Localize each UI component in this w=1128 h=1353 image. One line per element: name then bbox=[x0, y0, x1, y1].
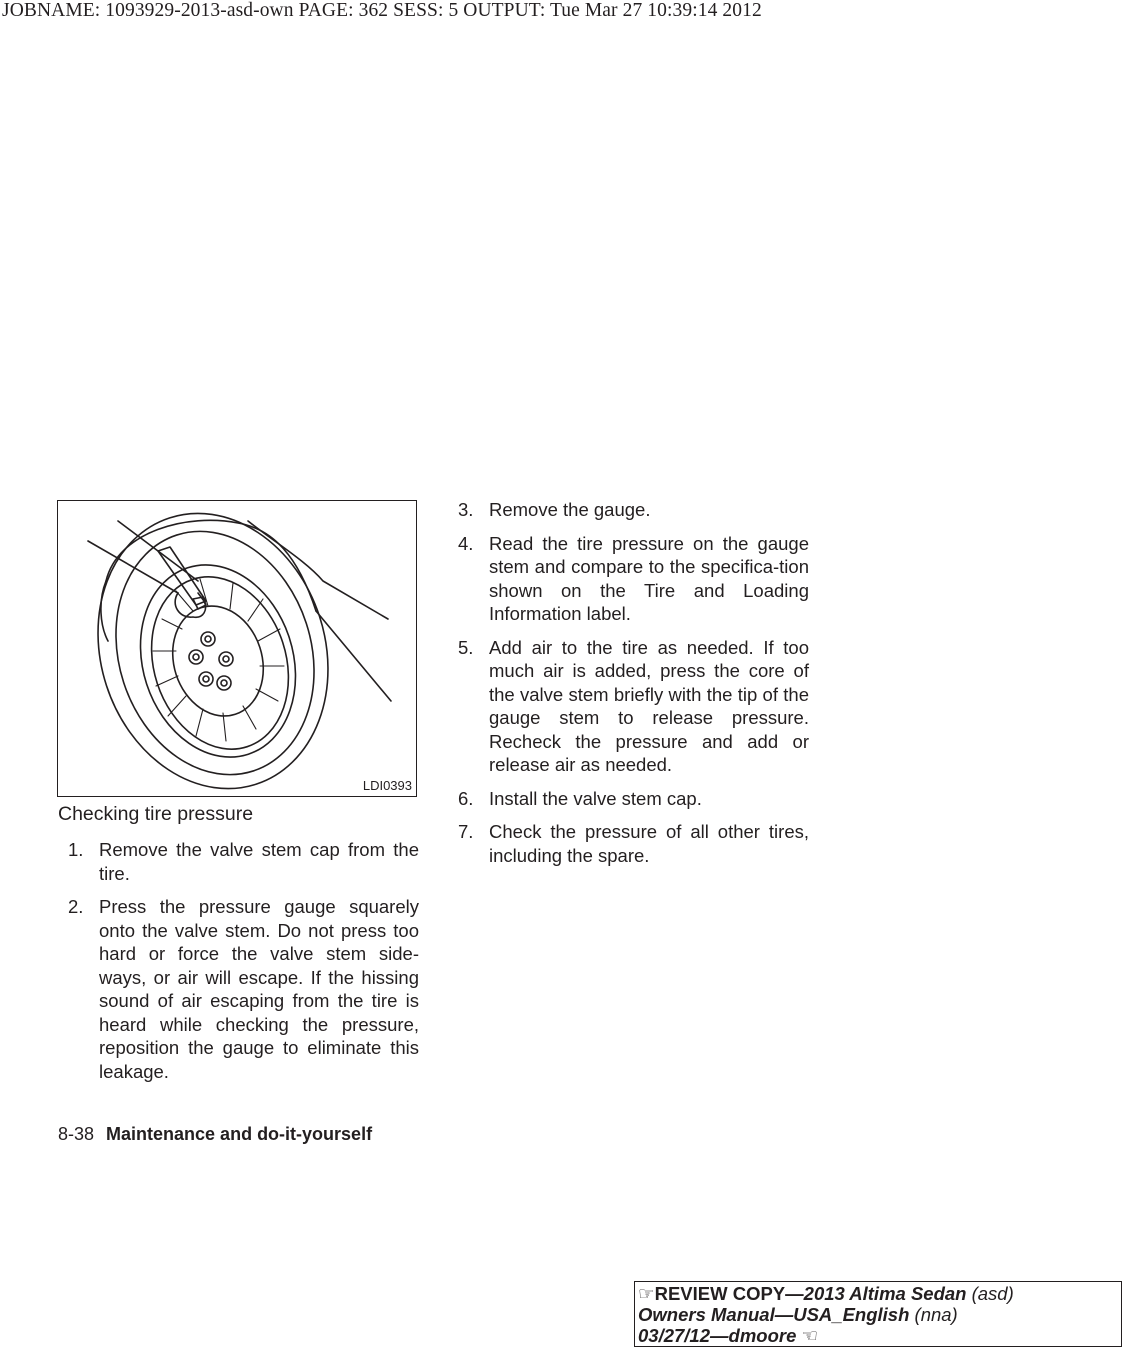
review-copy-box bbox=[634, 1281, 1122, 1347]
writing-hand-icon: ☜ bbox=[801, 1325, 819, 1346]
step-number: 6. bbox=[458, 787, 474, 809]
tire-gauge-figure bbox=[57, 500, 417, 797]
lug-nut bbox=[219, 652, 233, 666]
steps-left-column bbox=[68, 838, 419, 1093]
steps-right-column bbox=[458, 498, 809, 877]
vehicle-model: 2013 Altima Sedan bbox=[803, 1283, 967, 1304]
list-item bbox=[68, 838, 419, 885]
review-line-1 bbox=[638, 1283, 1118, 1304]
step-number: 5. bbox=[458, 636, 474, 658]
figure-code: LDI0393 bbox=[362, 778, 412, 793]
step-text: Read the tire pressure on the gauge stem and compare to the specifica-tion shown on the Tire and Loading Information label. bbox=[489, 532, 809, 624]
lug-nut bbox=[201, 632, 215, 646]
step-text: Check the pressure of all other tires, including the spare. bbox=[489, 821, 809, 866]
footer-section-name: Maintenance and do-it-yourself bbox=[106, 1124, 373, 1144]
list-item bbox=[458, 820, 809, 867]
job-header: JOBNAME: 1093929-2013-asd-own PAGE: 362 SESS: 5 OUTPUT: Tue Mar 27 10:39:14 2012 bbox=[2, 0, 762, 21]
step-text: Add air to the tire as needed. If too much air is added, press the core of the valve stem briefly with the tip of the gauge stem to release pressure. Recheck the pressure and add or release air as needed. bbox=[489, 636, 809, 775]
tire-pressure-gauge-illustration bbox=[58, 501, 416, 796]
list-item bbox=[458, 787, 809, 811]
lug-nut bbox=[217, 676, 231, 690]
step-text: Press the pressure gauge squarely onto the valve stem. Do not press too hard or force the valve stem side-ways, or air will escape. If the hissing sound of air escaping from the tire is heard while checking the pressure, reposition the gauge to eliminate this leakage. bbox=[99, 896, 419, 1082]
tire-outer bbox=[63, 501, 363, 796]
step-text: Remove the gauge. bbox=[489, 499, 651, 520]
review-line-3 bbox=[638, 1325, 1118, 1346]
step-number: 7. bbox=[458, 821, 474, 842]
step-number: 1. bbox=[68, 839, 84, 860]
manual-code: (nna) bbox=[909, 1304, 958, 1325]
hub-cap bbox=[159, 594, 277, 728]
manual-name: Owners Manual—USA_English bbox=[638, 1304, 910, 1325]
list-item bbox=[68, 895, 419, 1083]
vehicle-code: (asd) bbox=[966, 1283, 1014, 1304]
step-number: 2. bbox=[68, 896, 84, 917]
list-item bbox=[458, 498, 809, 522]
review-copy-label: REVIEW COPY— bbox=[654, 1283, 804, 1304]
lug-nut bbox=[189, 650, 203, 664]
step-number: 4. bbox=[458, 532, 474, 554]
section-title: Checking tire pressure bbox=[58, 803, 254, 825]
date-author: 03/27/12—dmoore bbox=[638, 1325, 797, 1346]
pointing-hand-icon: ☞ bbox=[638, 1283, 655, 1304]
rim-outer bbox=[116, 545, 319, 778]
step-text: Install the valve stem cap. bbox=[489, 787, 702, 809]
step-number: 3. bbox=[458, 499, 474, 520]
step-text: Remove the valve stem cap from the tire. bbox=[99, 839, 419, 884]
list-item bbox=[458, 636, 809, 777]
lug-nut bbox=[199, 672, 213, 686]
page-number: 8-38 bbox=[58, 1124, 95, 1144]
page-footer bbox=[58, 1124, 372, 1145]
list-item bbox=[458, 532, 809, 626]
review-line-2 bbox=[638, 1304, 1118, 1325]
